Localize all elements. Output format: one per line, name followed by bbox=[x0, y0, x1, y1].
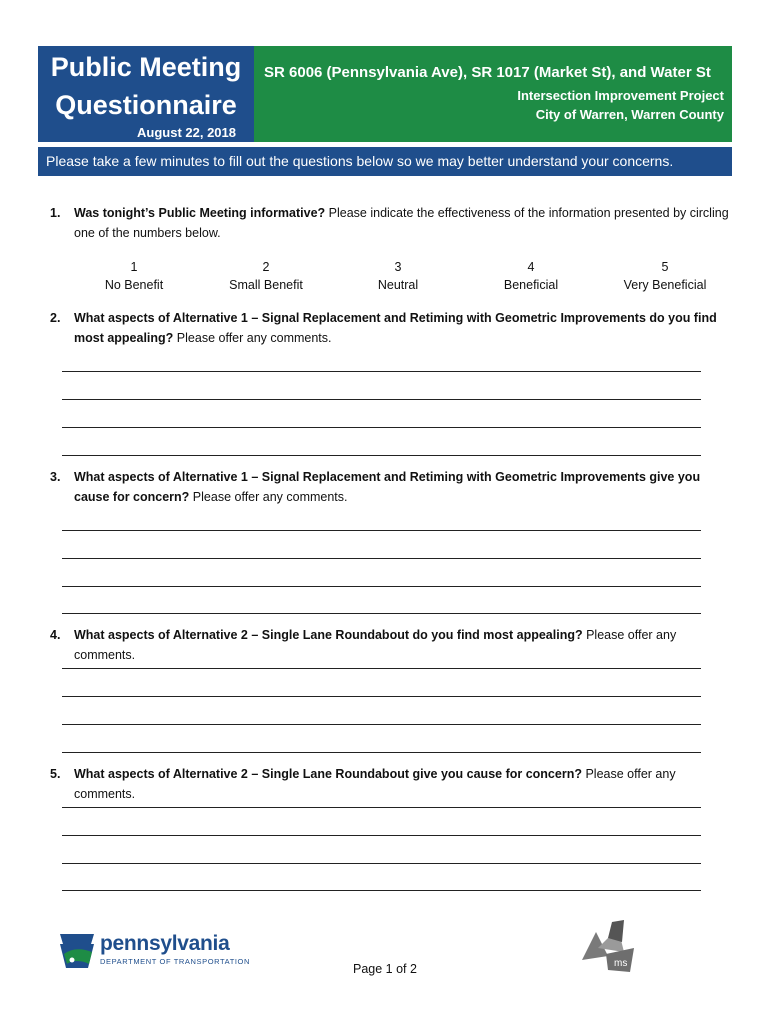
question-text: Please offer any comments. bbox=[189, 490, 348, 504]
question-2 bbox=[50, 308, 730, 348]
question-text-bold: What aspects of Alternative 2 – Single Lane Roundabout do you find most appealing? bbox=[74, 628, 583, 642]
answer-line[interactable] bbox=[62, 530, 701, 531]
scale-value: 5 bbox=[661, 260, 669, 274]
question-text: Please offer any comments. bbox=[74, 767, 676, 801]
question-3 bbox=[50, 467, 730, 507]
scale-value: 2 bbox=[262, 260, 270, 274]
answer-line[interactable] bbox=[62, 890, 701, 891]
question-number: 4. bbox=[50, 628, 61, 642]
scale-label: No Benefit bbox=[104, 278, 164, 292]
scale-value: 1 bbox=[130, 260, 138, 274]
answer-line[interactable] bbox=[62, 835, 701, 836]
scale-option-5[interactable] bbox=[605, 258, 725, 294]
answer-line[interactable] bbox=[62, 586, 701, 587]
project-name: Intersection Improvement Project bbox=[517, 88, 724, 103]
meeting-date: August 22, 2018 bbox=[38, 124, 254, 142]
scale-value: 3 bbox=[394, 260, 402, 274]
scale-option-4[interactable] bbox=[471, 258, 591, 294]
question-5 bbox=[50, 764, 730, 804]
answer-line[interactable] bbox=[62, 399, 701, 400]
header bbox=[38, 46, 732, 142]
question-number: 1. bbox=[50, 206, 61, 220]
answer-line[interactable] bbox=[62, 371, 701, 372]
answer-line[interactable] bbox=[62, 696, 701, 697]
answer-line[interactable] bbox=[62, 455, 701, 456]
question-text-bold: What aspects of Alternative 1 – Signal Replacement and Retiming with Geometric Improvements give you cause for concern? bbox=[74, 470, 701, 504]
question-text: Please offer any comments. bbox=[74, 628, 677, 662]
ms-logo-text: ms bbox=[614, 958, 628, 969]
scale-label: Very Beneficial bbox=[623, 278, 707, 292]
question-text-bold: Was tonight’s Public Meeting informative? bbox=[74, 206, 326, 220]
answer-line[interactable] bbox=[62, 613, 701, 614]
scale-option-2[interactable] bbox=[206, 258, 326, 294]
project-location: City of Warren, Warren County bbox=[535, 107, 724, 122]
scale-value: 4 bbox=[527, 260, 535, 274]
scale-option-3[interactable] bbox=[338, 258, 458, 294]
question-number: 3. bbox=[50, 470, 61, 484]
scale-label: Beneficial bbox=[503, 278, 559, 292]
ms-logo-icon bbox=[578, 918, 636, 974]
question-text-bold: What aspects of Alternative 1 – Signal Replacement and Retiming with Geometric Improvements do you find most appealing? bbox=[74, 311, 717, 345]
ms-logo bbox=[578, 918, 636, 974]
instructions-banner: Please take a few minutes to fill out the questions below so we may better understand your concerns. bbox=[38, 147, 732, 176]
answer-line[interactable] bbox=[62, 668, 701, 669]
answer-line[interactable] bbox=[62, 863, 701, 864]
project-info-box bbox=[254, 46, 732, 142]
scale-label: Neutral bbox=[377, 278, 419, 292]
question-text: Please offer any comments. bbox=[173, 331, 332, 345]
route-title: SR 6006 (Pennsylvania Ave), SR 1017 (Market St), and Water St bbox=[264, 64, 711, 81]
question-1 bbox=[50, 203, 730, 243]
answer-line[interactable] bbox=[62, 807, 701, 808]
question-number: 2. bbox=[50, 311, 61, 325]
answer-line[interactable] bbox=[62, 558, 701, 559]
question-text: Please indicate the effectiveness of the information presented by circling one of the numbers below. bbox=[74, 206, 729, 240]
page-number: Page 1 of 2 bbox=[353, 962, 417, 976]
scale-label: Small Benefit bbox=[229, 278, 303, 292]
penndot-department: DEPARTMENT OF TRANSPORTATION bbox=[100, 957, 251, 966]
page-title-line-2: Questionnaire bbox=[55, 90, 237, 120]
scale-option-1[interactable] bbox=[74, 258, 194, 294]
question-text-bold: What aspects of Alternative 2 – Single Lane Roundabout give you cause for concern? bbox=[74, 767, 582, 781]
answer-line[interactable] bbox=[62, 752, 701, 753]
penndot-wordmark: pennsylvania bbox=[100, 932, 230, 955]
page-title-line-1: Public Meeting bbox=[50, 52, 242, 82]
answer-line[interactable] bbox=[62, 724, 701, 725]
question-4 bbox=[50, 625, 730, 665]
answer-line[interactable] bbox=[62, 427, 701, 428]
question-number: 5. bbox=[50, 767, 61, 781]
